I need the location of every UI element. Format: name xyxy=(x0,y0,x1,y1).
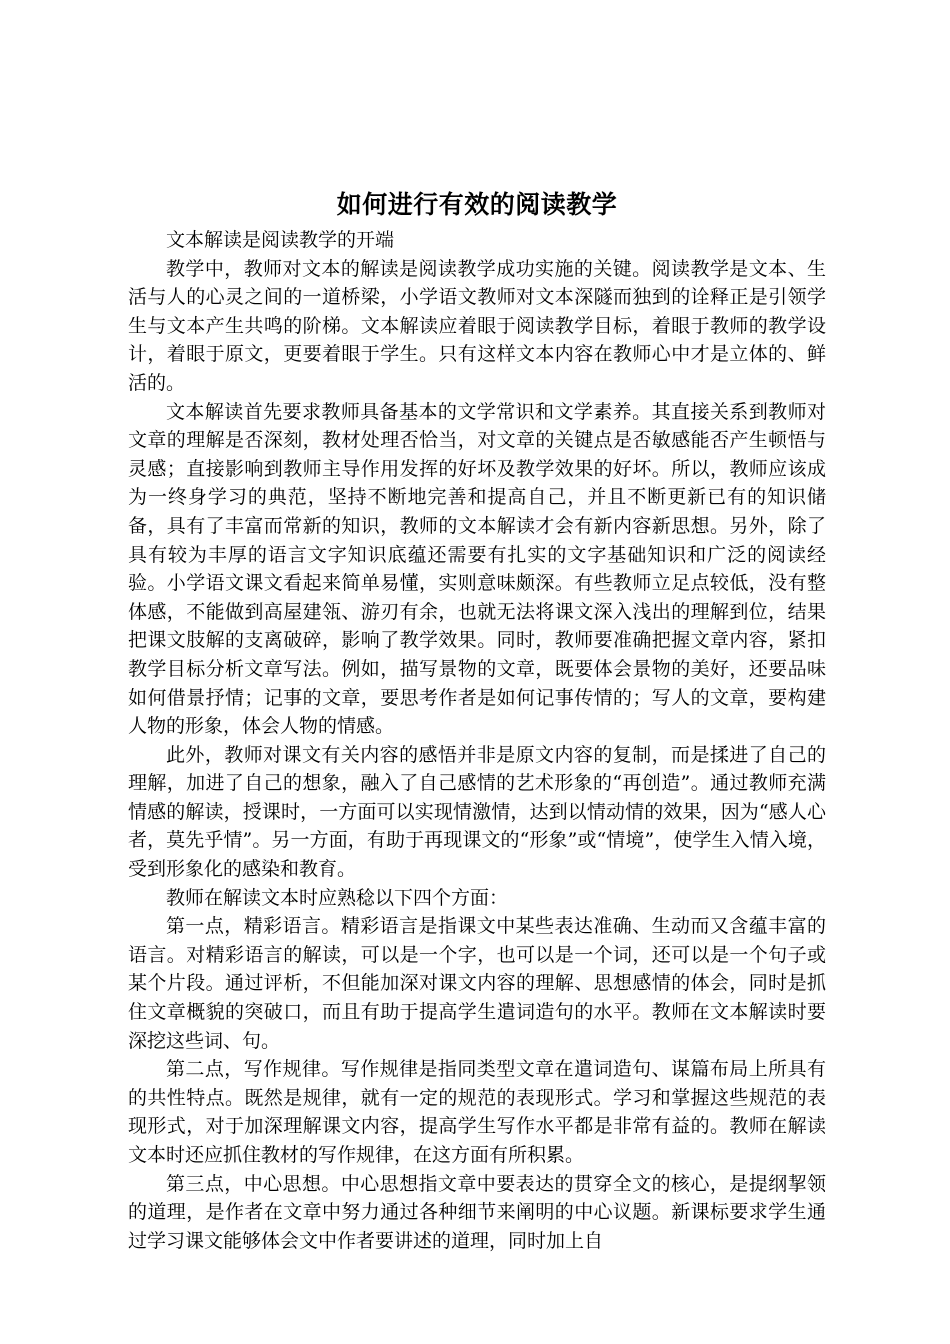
section-heading: 文本解读是阅读教学的开端 xyxy=(166,229,395,251)
paragraph-four-aspects: 教师在解读文本时应熟稔以下四个方面： xyxy=(166,886,509,909)
paragraph-literacy: 文本解读首先要求教师具备基本的文学常识和文学素养。其直接关系到教师对文章的理解是否深刻，教材处理否恰当，对文章的关键点是否敏感能否产生顿悟与灵感；直接影响到教师主导作用发挥的好坏及教学效果的好坏。所以，教师应该成为一终身学习的典范，坚持不断地完善和提高自己，并且不断更新已有的知识储备，具有了丰富而常新的知识，教师的文本解读才会有新内容新思想。另外，除了具有较为丰厚的语言文字知识底蕴还需要有扎实的文字基础知识和广泛的阅读经验。小学语文课文看起来简单易懂，实则意味颇深。有些教师立足点较低，没有整体感，不能做到高屋建瓴、游刃有余，也就无法将课文深入浅出的理解到位，结果把课文肢解的支离破碎，影响了教学效果。同时，教师要准确把握文章内容，紧扣教学目标分析文章写法。例如，描写景物的文章，既要体会景物的美好，还要品味如何借景抒情；记事的文章，要思考作者是如何记事传情的；写人的文章，要构建人物的形象，体会人物的情感。 xyxy=(128,400,826,738)
document-title: 如何进行有效的阅读教学 xyxy=(336,190,618,219)
paragraph-point-one: 第一点，精彩语言。精彩语言是指课文中某些表达准确、生动而又含蕴丰富的语言。对精彩语言的解读，可以是一个字，也可以是一个词，还可以是一个句子或某个片段。通过评析，不但能加深对课文内容的理解、思想感情的体会，同时是抓住文章概貌的突破口，而且有助于提高学生遣词造句的水平。教师在文本解读时要深挖这些词、句。 xyxy=(128,915,826,1052)
paragraph-recreation: 此外，教师对课文有关内容的感悟并非是原文内容的复制，而是揉进了自己的理解，加进了自己的想象，融入了自己感情的艺术形象的“再创造”。通过教师充满情感的解读，授课时，一方面可以实现情激情，达到以情动情的效果，因为“感人心者，莫先乎情”。另一方面，有助于再现课文的“形象”或“情境”，使学生入情入境，受到形象化的感染和教育。 xyxy=(128,743,826,881)
paragraph-point-three: 第三点，中心思想。中心思想指文章中要表达的贯穿全文的核心，是提纲挈领的道理，是作者在文章中努力通过各种细节来阐明的中心议题。新课标要求学生通过学习课文能够体会文中作者要讲述的道理，同时加上自 xyxy=(128,1172,826,1252)
paragraph-point-two: 第二点，写作规律。写作规律是指同类型文章在遣词造句、谋篇布局上所具有的共性特点。既然是规律，就有一定的规范的表现形式。学习和掌握这些规范的表现形式，对于加深理解课文内容，提高学生写作水平都是非常有益的。教师在解读文本时还应抓住教材的写作规律，在这方面有所积累。 xyxy=(128,1058,826,1166)
document-page xyxy=(128,186,826,1255)
paragraph-intro: 教学中，教师对文本的解读是阅读教学成功实施的关键。阅读教学是文本、生活与人的心灵之间的一道桥梁，小学语文教师对文本深隧而独到的诠释正是引领学生与文本产生共鸣的阶梯。文本解读应着眼于阅读教学目标，着眼于教师的教学设计，着眼于原文，更要着眼于学生。只有这样文本内容在教师心中才是立体的、鲜活的。 xyxy=(128,257,826,394)
